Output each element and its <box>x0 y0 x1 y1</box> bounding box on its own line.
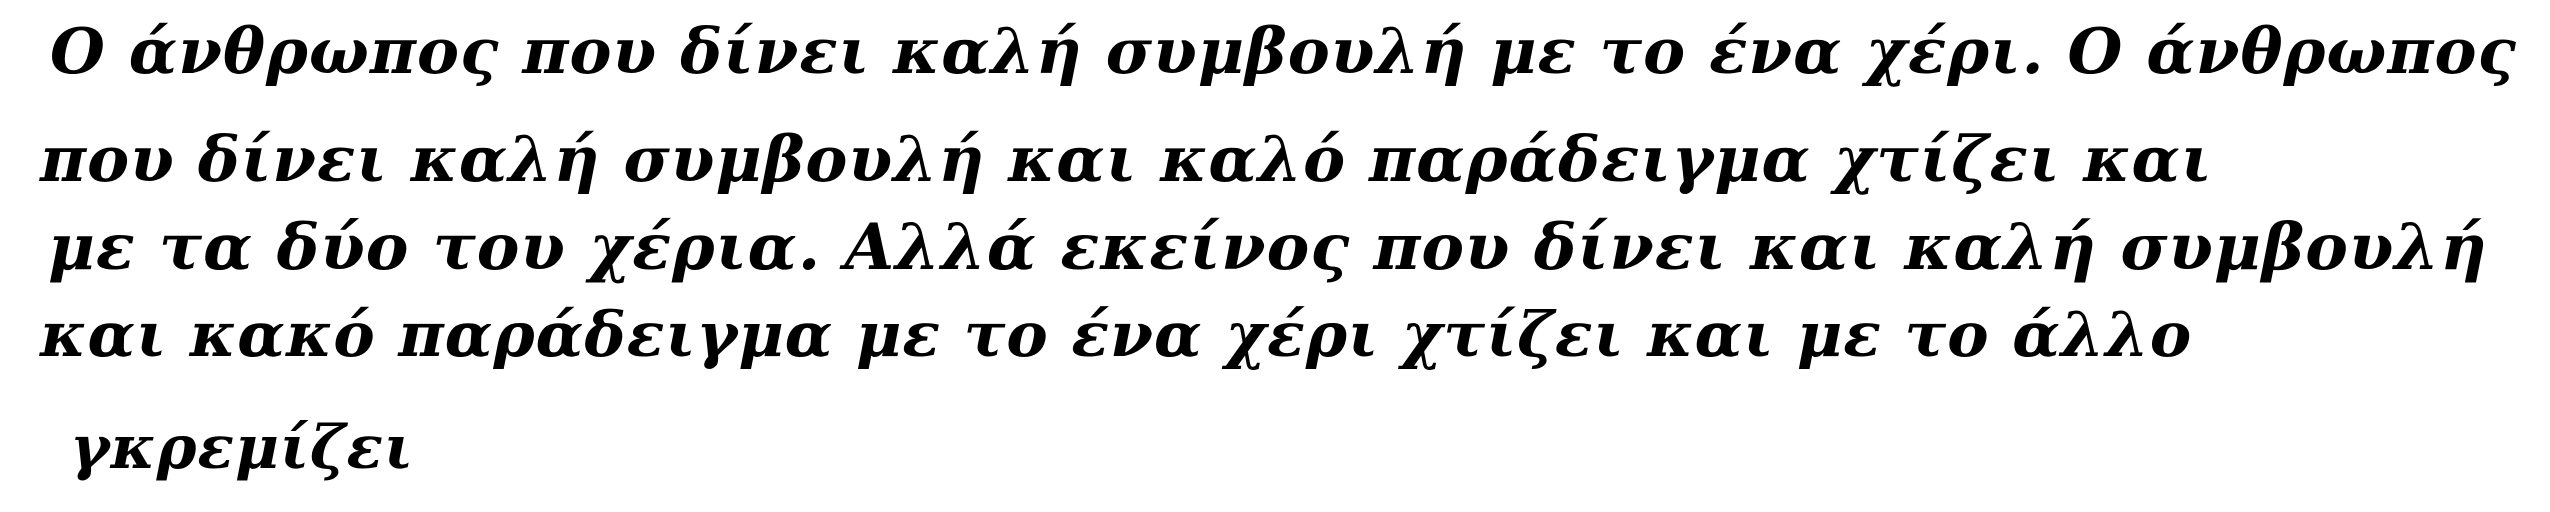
handwritten-line-1: Ο άνθρωπος που δίνει καλή συμβουλή με το ένα χέρι. Ο άνθρωπος <box>50 14 2517 88</box>
handwritten-line-2: που δίνει καλή συμβουλή και καλό παράδειγμα χτίζει και <box>40 122 2213 196</box>
handwritten-line-4: και κακό παράδειγμα με το ένα χέρι χτίζει και με το άλλο <box>40 298 2193 371</box>
handwritten-line-5: γκρεμίζει <box>70 413 414 483</box>
handwritten-line-3: με τα δύο του χέρια. Αλλά εκείνος που δίνει και καλή συμβουλή <box>48 210 2488 285</box>
